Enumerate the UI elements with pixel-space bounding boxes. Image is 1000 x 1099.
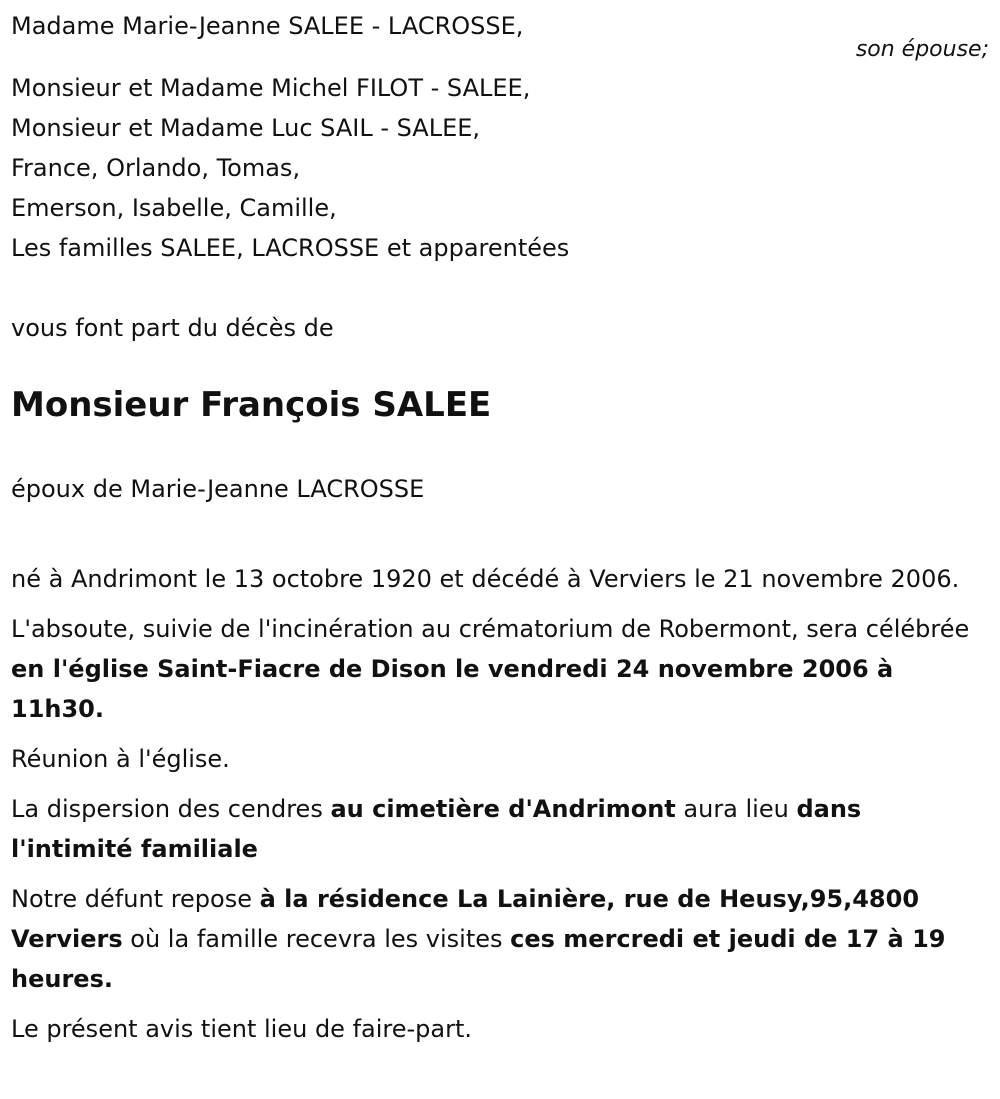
announcement: vous font part du décès de <box>11 314 334 342</box>
dispersion-info <box>11 789 991 869</box>
husband-of: époux de Marie-Jeanne LACROSSE <box>11 475 425 503</box>
family-line: Les familles SALEE, LACROSSE et apparentées <box>11 234 570 262</box>
obituary-notice <box>11 8 991 1059</box>
family-line: Monsieur et Madame Luc SAIL - SALEE, <box>11 114 481 142</box>
ceremony-location-date: en l'église Saint-Fiacre de Dison le vendredi 24 novembre 2006 à 11h30. <box>11 655 894 723</box>
dispersion-location: au cimetière d'Andrimont <box>330 795 676 823</box>
dispersion-text-2: aura lieu <box>675 795 797 823</box>
repose-text-1: Notre défunt repose <box>11 885 260 913</box>
meeting-info: Réunion à l'église. <box>11 745 230 773</box>
dispersion-text-1: La dispersion des cendres <box>11 795 331 823</box>
repose-info <box>11 879 991 999</box>
ceremony-text: L'absoute, suivie de l'incinération au crématorium de Robermont, sera célébrée <box>11 615 970 643</box>
birth-death-info: né à Andrimont le 13 octobre 1920 et décédé à Verviers le 21 novembre 2006. <box>11 565 960 593</box>
repose-text-2: où la famille recevra les visites <box>122 925 511 953</box>
family-line: Emerson, Isabelle, Camille, <box>11 194 337 222</box>
spouse-name: Madame Marie-Jeanne SALEE - LACROSSE, <box>11 12 524 40</box>
ceremony-info <box>11 609 991 729</box>
repose-location: à la résidence La Lainière, rue de Heusy,95,4800 Verviers <box>11 885 920 953</box>
family-list <box>11 68 991 268</box>
family-line: Monsieur et Madame Michel FILOT - SALEE, <box>11 74 531 102</box>
spouse-role: son épouse; <box>855 37 989 62</box>
closing-note: Le présent avis tient lieu de faire-part. <box>11 1015 473 1043</box>
family-line: France, Orlando, Tomas, <box>11 154 301 182</box>
visiting-hours: ces mercredi et jeudi de 17 à 19 heures. <box>11 925 946 993</box>
dispersion-privacy: dans l'intimité familiale <box>11 795 862 863</box>
deceased-name: Monsieur François SALEE <box>11 385 492 425</box>
